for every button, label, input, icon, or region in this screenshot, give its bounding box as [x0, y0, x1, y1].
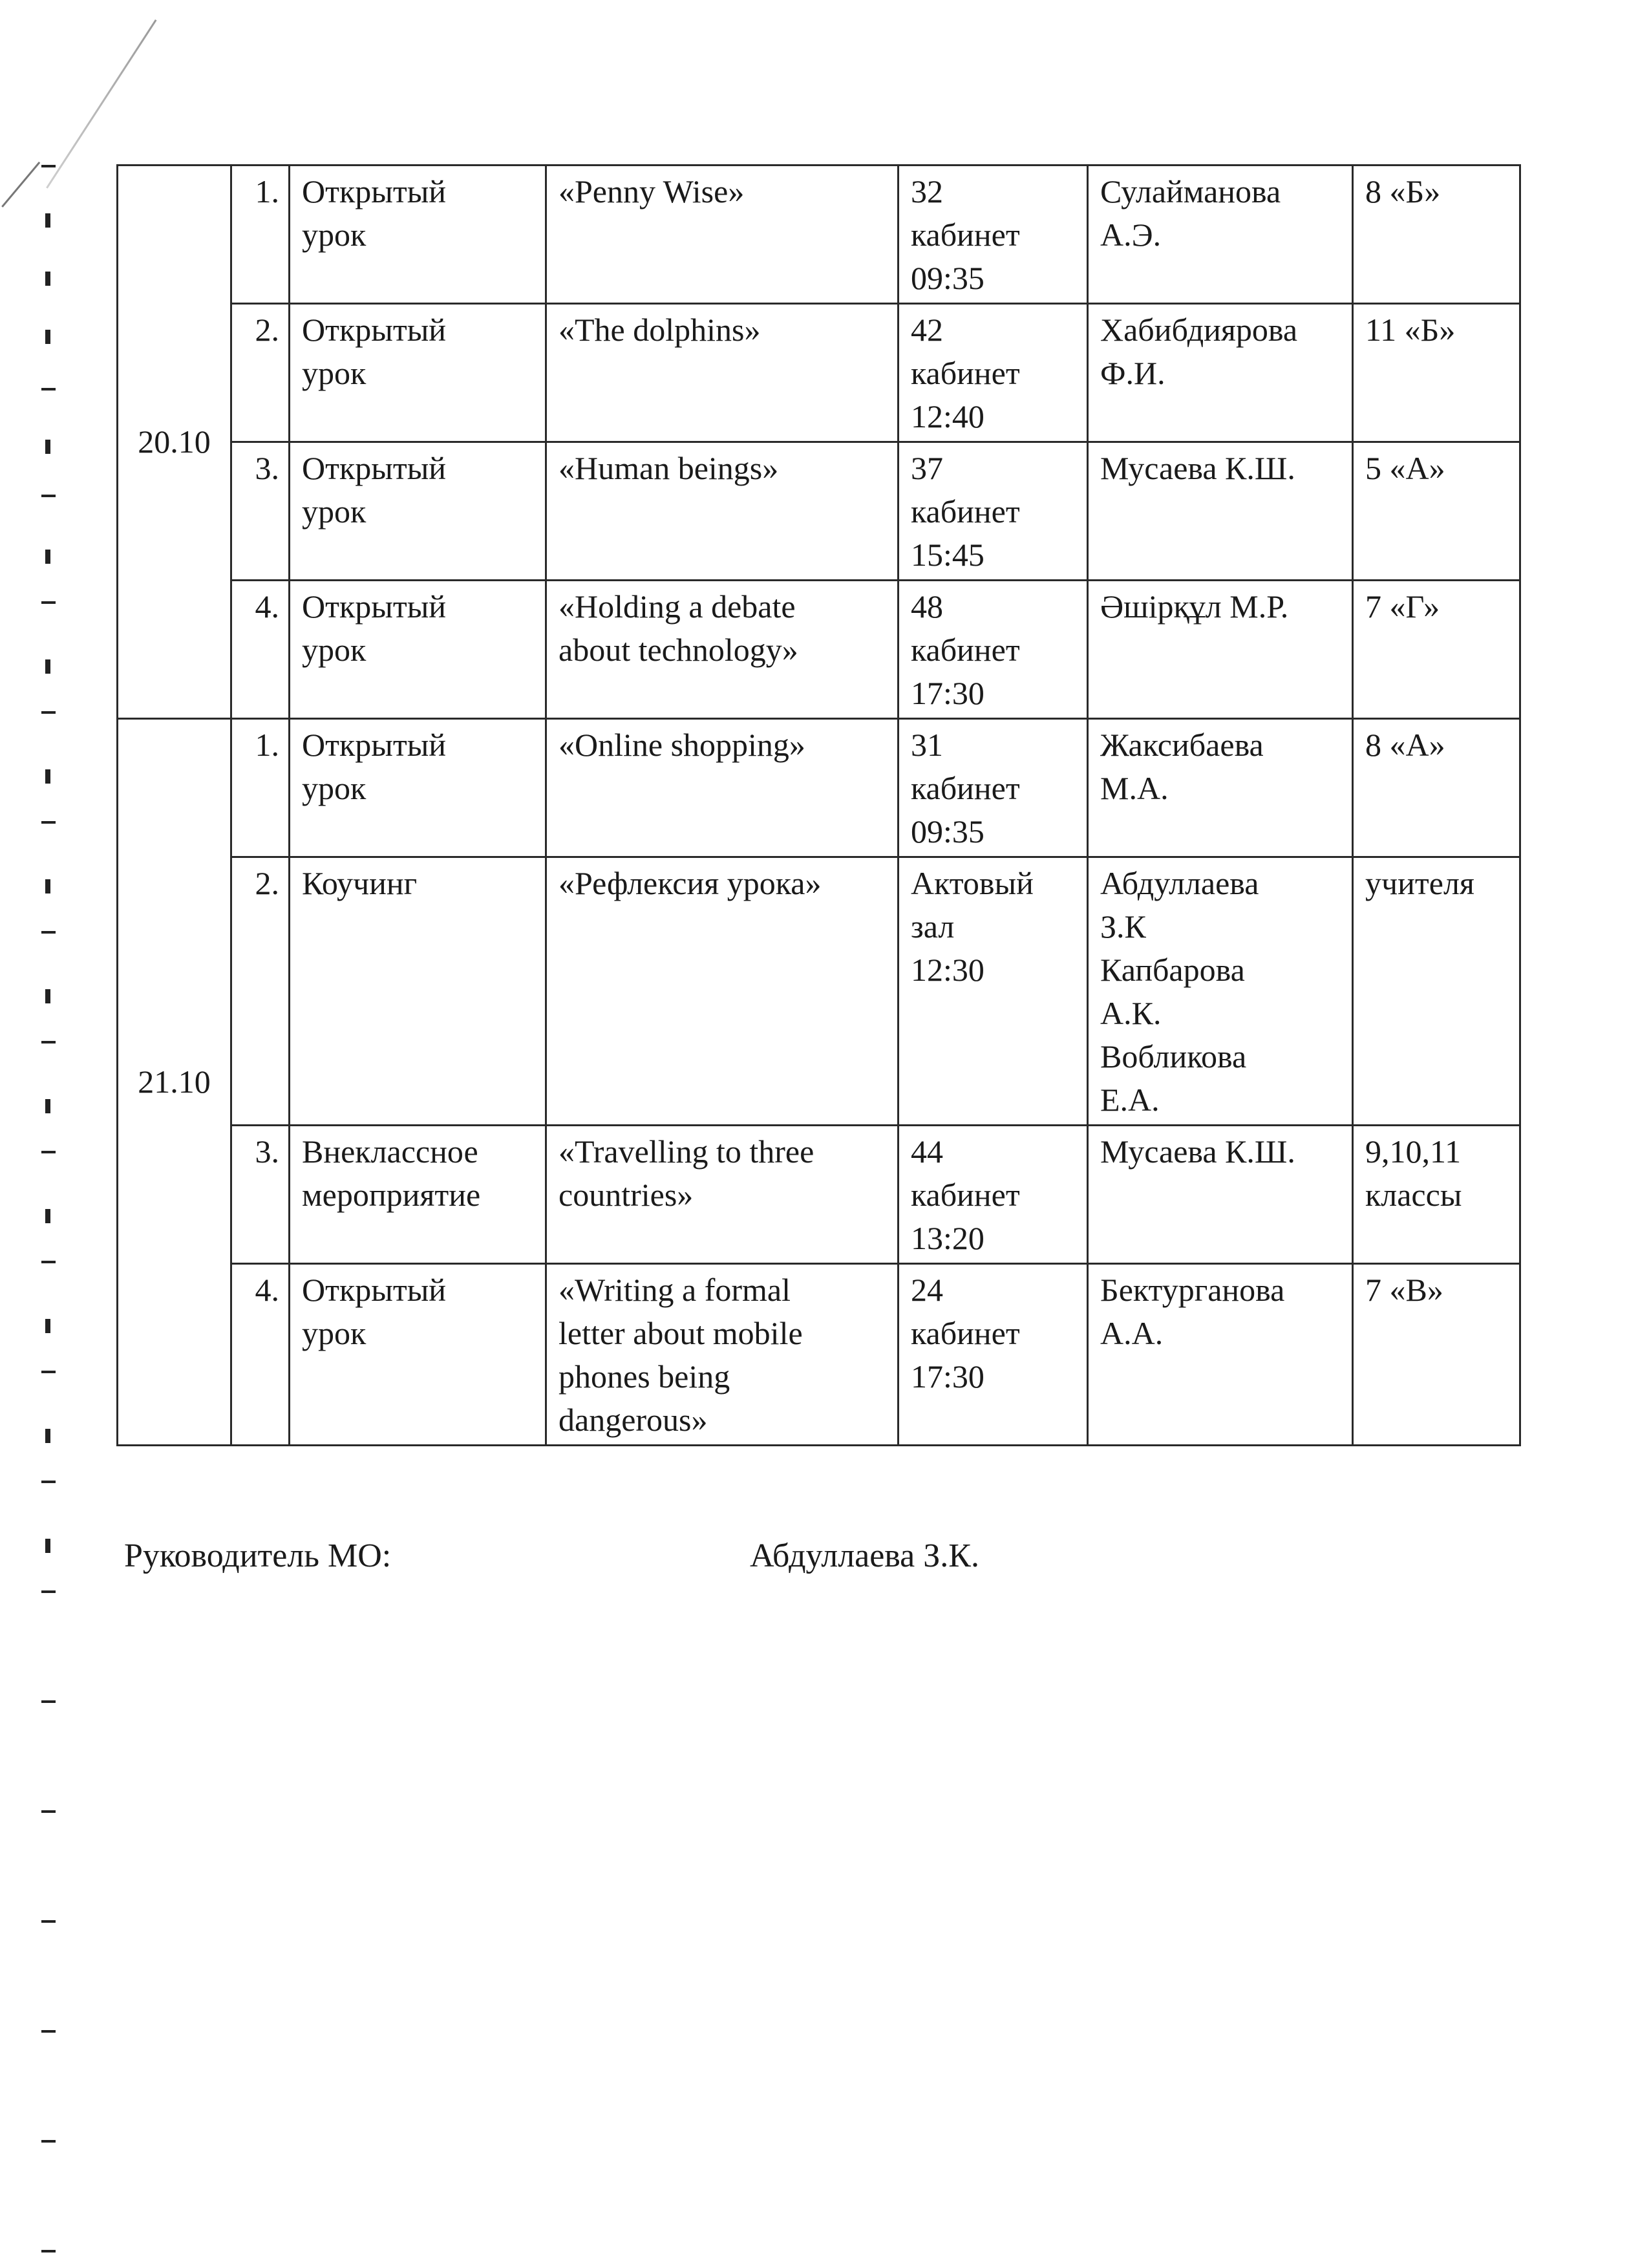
- binder-hole: [45, 550, 50, 564]
- event-type-cell: [290, 166, 546, 304]
- event-place-line: 15:45: [911, 537, 984, 573]
- row-number: 2.: [231, 304, 290, 442]
- event-teacher-cell: [1088, 304, 1353, 442]
- event-place-line: 17:30: [911, 675, 984, 711]
- binder-mark: [41, 931, 56, 934]
- event-type-cell: [290, 1126, 546, 1264]
- event-grade-cell: [1353, 166, 1520, 304]
- event-place-line: кабинет: [911, 1177, 1020, 1213]
- event-type-cell: [290, 442, 546, 581]
- event-place-line: 32: [911, 173, 943, 209]
- event-topic-cell: [546, 1264, 899, 1446]
- event-place-line: кабинет: [911, 217, 1020, 253]
- event-teacher-line: Капбарова: [1100, 952, 1245, 988]
- event-topic-cell: [546, 719, 899, 857]
- row-number: 2.: [231, 857, 290, 1126]
- event-teacher-cell: [1088, 719, 1353, 857]
- event-schedule-table: [116, 164, 1521, 1446]
- event-type-line: урок: [302, 770, 367, 806]
- event-type-line: урок: [302, 493, 367, 530]
- binder-mark: [41, 1700, 56, 1703]
- binder-mark: [41, 1041, 56, 1043]
- event-grade-line: 7 «В»: [1365, 1272, 1443, 1308]
- event-teacher-cell: [1088, 581, 1353, 719]
- event-topic-line: «Travelling to three: [559, 1133, 814, 1170]
- event-topic-line: «Holding a debate: [559, 588, 796, 625]
- binder-mark: [41, 2030, 56, 2033]
- event-topic-cell: [546, 1126, 899, 1264]
- binder-hole: [45, 659, 50, 674]
- row-number: 4.: [231, 1264, 290, 1446]
- event-teacher-line: Ф.И.: [1100, 355, 1165, 391]
- event-teacher-cell: [1088, 166, 1353, 304]
- event-place-line: 09:35: [911, 813, 984, 850]
- binder-hole: [45, 1099, 50, 1113]
- event-teacher-line: Жаксибаева: [1100, 727, 1264, 763]
- binder-mark: [41, 1371, 56, 1373]
- table-row: [118, 166, 1520, 304]
- event-grade-cell: [1353, 719, 1520, 857]
- table-row: [118, 719, 1520, 857]
- event-grade-cell: [1353, 1126, 1520, 1264]
- date-cell: 21.10: [118, 719, 231, 1446]
- binder-mark: [41, 1481, 56, 1483]
- event-grade-cell: [1353, 1264, 1520, 1446]
- event-type-cell: [290, 581, 546, 719]
- binder-hole: [45, 989, 50, 1003]
- event-teacher-line: Әшірқұл М.Р.: [1100, 588, 1289, 625]
- event-place-line: кабинет: [911, 632, 1020, 668]
- event-topic-cell: [546, 304, 899, 442]
- row-number: 1.: [231, 166, 290, 304]
- event-grade-line: 9,10,11: [1365, 1133, 1462, 1170]
- table-row: [118, 1264, 1520, 1446]
- event-place-line: 13:20: [911, 1220, 984, 1256]
- event-grade-cell: [1353, 581, 1520, 719]
- event-place-line: 48: [911, 588, 943, 625]
- event-teacher-line: Мусаева К.Ш.: [1100, 1133, 1295, 1170]
- scan-fold-line: [1, 162, 40, 208]
- event-grade-cell: [1353, 304, 1520, 442]
- event-grade-line: учителя: [1365, 865, 1474, 901]
- event-place-line: зал: [911, 908, 955, 945]
- event-place-line: Актовый: [911, 865, 1034, 901]
- event-topic-line: dangerous»: [559, 1402, 708, 1438]
- event-type-line: урок: [302, 217, 367, 253]
- event-topic-cell: [546, 857, 899, 1126]
- binder-hole: [45, 1319, 50, 1333]
- event-grade-cell: [1353, 442, 1520, 581]
- event-teacher-line: З.К: [1100, 908, 1146, 945]
- event-topic-cell: [546, 166, 899, 304]
- event-topic-cell: [546, 442, 899, 581]
- event-teacher-line: Мусаева К.Ш.: [1100, 450, 1295, 486]
- binder-hole: [45, 330, 50, 344]
- event-place-line: кабинет: [911, 493, 1020, 530]
- event-place-cell: [899, 857, 1088, 1126]
- row-number: 1.: [231, 719, 290, 857]
- binder-mark: [41, 821, 56, 824]
- event-grade-line: 11 «Б»: [1365, 312, 1456, 348]
- binder-mark: [41, 2250, 56, 2252]
- binder-hole: [45, 1539, 50, 1553]
- event-type-line: урок: [302, 355, 367, 391]
- event-grade-line: 7 «Г»: [1365, 588, 1440, 625]
- event-topic-line: «Online shopping»: [559, 727, 805, 763]
- table-row: [118, 304, 1520, 442]
- event-type-line: Коучинг: [302, 865, 418, 901]
- event-place-cell: [899, 166, 1088, 304]
- binder-mark: [41, 165, 56, 167]
- event-type-line: Открытый: [302, 450, 447, 486]
- event-type-line: урок: [302, 1315, 367, 1351]
- event-type-line: Открытый: [302, 1272, 447, 1308]
- binder-hole: [45, 440, 50, 454]
- binder-hole: [45, 213, 50, 228]
- event-topic-line: countries»: [559, 1177, 694, 1213]
- binder-mark: [41, 1810, 56, 1813]
- event-type-line: Открытый: [302, 727, 447, 763]
- binder-mark: [41, 495, 56, 497]
- event-type-line: Открытый: [302, 173, 447, 209]
- table-row: [118, 857, 1520, 1126]
- binder-mark: [41, 1920, 56, 1923]
- event-teacher-cell: [1088, 442, 1353, 581]
- binder-mark: [41, 601, 56, 604]
- event-teacher-line: Вобликова: [1100, 1038, 1247, 1075]
- event-type-cell: [290, 857, 546, 1126]
- footer-signatory: Абдуллаева З.К.: [750, 1537, 979, 1574]
- event-place-line: кабинет: [911, 770, 1020, 806]
- event-topic-line: «Writing a formal: [559, 1272, 791, 1308]
- event-place-cell: [899, 442, 1088, 581]
- event-teacher-line: А.К.: [1100, 995, 1162, 1031]
- event-teacher-line: М.А.: [1100, 770, 1169, 806]
- event-type-line: Открытый: [302, 588, 447, 625]
- event-place-cell: [899, 304, 1088, 442]
- table-row: [118, 581, 1520, 719]
- event-topic-line: «Human beings»: [559, 450, 779, 486]
- binder-mark: [41, 1151, 56, 1153]
- binder-hole: [45, 879, 50, 893]
- event-place-line: 12:30: [911, 952, 984, 988]
- event-type-cell: [290, 304, 546, 442]
- event-teacher-cell: [1088, 1264, 1353, 1446]
- event-teacher-cell: [1088, 857, 1353, 1126]
- event-teacher-line: Е.А.: [1100, 1082, 1160, 1118]
- event-teacher-line: Бектурганова: [1100, 1272, 1285, 1308]
- event-teacher-line: Хабибдиярова: [1100, 312, 1298, 348]
- event-place-cell: [899, 719, 1088, 857]
- event-type-line: Внеклассное: [302, 1133, 478, 1170]
- scan-fold-line: [46, 19, 156, 189]
- schedule-body: [118, 166, 1520, 1446]
- event-place-line: 12:40: [911, 398, 984, 434]
- event-type-cell: [290, 1264, 546, 1446]
- event-topic-line: letter about mobile: [559, 1315, 803, 1351]
- event-place-line: кабинет: [911, 355, 1020, 391]
- event-place-cell: [899, 1264, 1088, 1446]
- binder-mark: [41, 1261, 56, 1263]
- event-topic-line: phones being: [559, 1358, 730, 1395]
- table-row: [118, 1126, 1520, 1264]
- event-grade-cell: [1353, 857, 1520, 1126]
- event-teacher-line: А.Э.: [1100, 217, 1162, 253]
- event-topic-line: «The dolphins»: [559, 312, 761, 348]
- row-number: 4.: [231, 581, 290, 719]
- binder-hole: [45, 769, 50, 784]
- binder-hole: [45, 1209, 50, 1223]
- event-topic-line: about technology»: [559, 632, 798, 668]
- event-type-cell: [290, 719, 546, 857]
- event-topic-cell: [546, 581, 899, 719]
- event-teacher-line: А.А.: [1100, 1315, 1164, 1351]
- binder-mark: [41, 711, 56, 714]
- event-type-line: мероприятие: [302, 1177, 481, 1213]
- event-place-line: 17:30: [911, 1358, 984, 1395]
- event-teacher-cell: [1088, 1126, 1353, 1264]
- event-grade-line: 8 «А»: [1365, 727, 1445, 763]
- event-topic-line: «Рефлексия урока»: [559, 865, 822, 901]
- event-grade-line: классы: [1365, 1177, 1462, 1213]
- row-number: 3.: [231, 442, 290, 581]
- event-place-line: 37: [911, 450, 943, 486]
- binder-mark: [41, 388, 56, 390]
- event-place-line: 09:35: [911, 260, 984, 296]
- event-type-line: урок: [302, 632, 367, 668]
- date-cell: 20.10: [118, 166, 231, 719]
- table-row: [118, 442, 1520, 581]
- binder-mark: [41, 1590, 56, 1593]
- event-topic-line: «Penny Wise»: [559, 173, 745, 209]
- event-grade-line: 5 «А»: [1365, 450, 1445, 486]
- footer-role-label: Руководитель МО:: [124, 1537, 392, 1574]
- binder-hole: [45, 1429, 50, 1443]
- event-type-line: Открытый: [302, 312, 447, 348]
- binder-mark: [41, 2140, 56, 2143]
- event-place-line: кабинет: [911, 1315, 1020, 1351]
- event-teacher-line: Сулайманова: [1100, 173, 1281, 209]
- event-grade-line: 8 «Б»: [1365, 173, 1441, 209]
- event-place-line: 44: [911, 1133, 943, 1170]
- event-place-cell: [899, 581, 1088, 719]
- event-place-line: 31: [911, 727, 943, 763]
- row-number: 3.: [231, 1126, 290, 1264]
- event-teacher-line: Абдуллаева: [1100, 865, 1259, 901]
- event-place-line: 42: [911, 312, 943, 348]
- event-place-cell: [899, 1126, 1088, 1264]
- event-place-line: 24: [911, 1272, 943, 1308]
- binder-hole: [45, 272, 50, 286]
